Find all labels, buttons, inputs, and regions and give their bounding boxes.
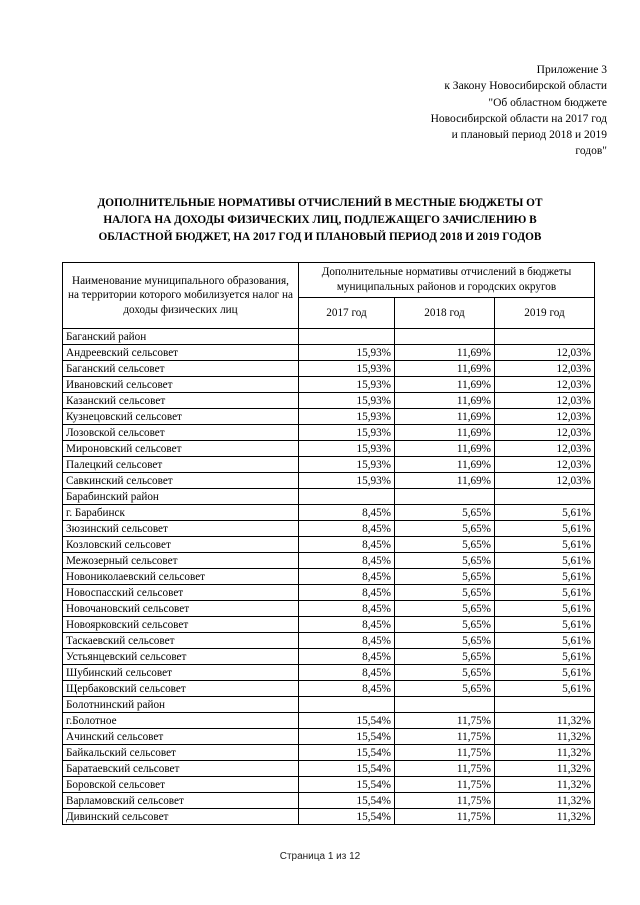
value-2018: 5,65% [395, 665, 495, 681]
value-2019: 11,32% [495, 809, 595, 825]
table-row [63, 617, 595, 633]
value-2019: 11,32% [495, 761, 595, 777]
value-2019: 11,32% [495, 713, 595, 729]
value-2019: 12,03% [495, 425, 595, 441]
district-name: Баганский район [63, 329, 299, 345]
value-2017: 15,54% [299, 809, 395, 825]
table-row [63, 505, 595, 521]
header-norms-group: Дополнительные нормативы отчислений в бюджеты муниципальных районов и городских округов [299, 263, 595, 298]
document-title [40, 195, 600, 246]
value-2018: 11,69% [395, 345, 495, 361]
table-row [63, 601, 595, 617]
value-2018: 11,75% [395, 713, 495, 729]
table-row [63, 553, 595, 569]
value-2017: 8,45% [299, 601, 395, 617]
table-row [63, 425, 595, 441]
table-row [63, 809, 595, 825]
value-2018: 5,65% [395, 553, 495, 569]
value-2019: 5,61% [495, 617, 595, 633]
value-2019: 12,03% [495, 457, 595, 473]
value-2017 [299, 489, 395, 505]
value-2017: 15,93% [299, 393, 395, 409]
value-2017: 8,45% [299, 521, 395, 537]
value-2017 [299, 697, 395, 713]
title-line: ОБЛАСТНОЙ БЮДЖЕТ, НА 2017 ГОД И ПЛАНОВЫЙ ПЕРИОД 2018 И 2019 ГОДОВ [98, 231, 542, 243]
value-2018: 11,69% [395, 473, 495, 489]
municipality-name: Палецкий сельсовет [63, 457, 299, 473]
municipality-name: Новониколаевский сельсовет [63, 569, 299, 585]
value-2017: 8,45% [299, 665, 395, 681]
table-row [63, 409, 595, 425]
value-2017: 15,54% [299, 777, 395, 793]
municipality-name: Дивинский сельсовет [63, 809, 299, 825]
appendix-line: Приложение 3 [536, 64, 607, 76]
district-name: Барабинский район [63, 489, 299, 505]
value-2017: 8,45% [299, 505, 395, 521]
value-2017: 8,45% [299, 569, 395, 585]
municipality-name: Мироновский сельсовет [63, 441, 299, 457]
table-row [63, 777, 595, 793]
value-2017: 8,45% [299, 617, 395, 633]
value-2019: 11,32% [495, 777, 595, 793]
value-2018: 5,65% [395, 681, 495, 697]
title-line: ДОПОЛНИТЕЛЬНЫЕ НОРМАТИВЫ ОТЧИСЛЕНИЙ В МЕСТНЫЕ БЮДЖЕТЫ ОТ [97, 197, 543, 209]
page-footer: Страница 1 из 12 [279, 851, 361, 862]
table-row [63, 569, 595, 585]
value-2018: 5,65% [395, 585, 495, 601]
appendix-line: к Закону Новосибирской области [444, 80, 607, 93]
municipality-name: Новоспасский сельсовет [63, 585, 299, 601]
table-row [63, 345, 595, 361]
municipality-name: Новоярковский сельсовет [63, 617, 299, 633]
value-2019: 5,61% [495, 505, 595, 521]
value-2018: 11,75% [395, 729, 495, 745]
value-2018: 11,69% [395, 361, 495, 377]
municipality-name: Казанский сельсовет [63, 393, 299, 409]
value-2019: 5,61% [495, 537, 595, 553]
municipality-name: Баратаевский сельсовет [63, 761, 299, 777]
value-2017: 15,93% [299, 425, 395, 441]
table-row [63, 665, 595, 681]
value-2019: 12,03% [495, 441, 595, 457]
table-row [63, 649, 595, 665]
appendix-line: годов" [575, 145, 607, 158]
value-2018: 11,75% [395, 761, 495, 777]
district-row [63, 489, 595, 505]
value-2017: 15,54% [299, 761, 395, 777]
value-2017: 8,45% [299, 553, 395, 569]
value-2017: 15,93% [299, 345, 395, 361]
value-2019: 5,61% [495, 585, 595, 601]
table-row [63, 585, 595, 601]
value-2018: 11,69% [395, 441, 495, 457]
table-row [63, 793, 595, 809]
appendix-block [431, 62, 607, 160]
norms-table [62, 262, 595, 825]
value-2017: 15,93% [299, 473, 395, 489]
table-row [63, 761, 595, 777]
municipality-name: г. Барабинск [63, 505, 299, 521]
municipality-name: Межозерный сельсовет [63, 553, 299, 569]
value-2019 [495, 697, 595, 713]
value-2019: 11,32% [495, 745, 595, 761]
municipality-name: Таскаевский сельсовет [63, 633, 299, 649]
value-2018: 11,69% [395, 377, 495, 393]
value-2019: 5,61% [495, 649, 595, 665]
value-2019: 5,61% [495, 553, 595, 569]
table-row [63, 745, 595, 761]
value-2018: 11,69% [395, 457, 495, 473]
appendix-line: Новосибирской области на 2017 год [430, 112, 607, 125]
value-2018: 11,75% [395, 745, 495, 761]
municipality-name: Шубинский сельсовет [63, 665, 299, 681]
value-2017: 8,45% [299, 649, 395, 665]
value-2019: 5,61% [495, 601, 595, 617]
value-2018: 5,65% [395, 649, 495, 665]
value-2018: 5,65% [395, 537, 495, 553]
value-2017: 15,54% [299, 713, 395, 729]
municipality-name: Козловский сельсовет [63, 537, 299, 553]
table-body [63, 329, 595, 825]
municipality-name: Боровской сельсовет [63, 777, 299, 793]
municipality-name: Андреевский сельсовет [63, 345, 299, 361]
table-row [63, 537, 595, 553]
value-2018: 5,65% [395, 617, 495, 633]
value-2018: 11,69% [395, 425, 495, 441]
value-2018: 5,65% [395, 569, 495, 585]
table-row [63, 681, 595, 697]
municipality-name: Кузнецовский сельсовет [63, 409, 299, 425]
municipality-name: Савкинский сельсовет [63, 473, 299, 489]
value-2019: 11,32% [495, 793, 595, 809]
value-2017: 8,45% [299, 633, 395, 649]
value-2018: 5,65% [395, 521, 495, 537]
value-2019: 12,03% [495, 409, 595, 425]
value-2017: 15,93% [299, 377, 395, 393]
municipality-name: Щербаковский сельсовет [63, 681, 299, 697]
value-2018: 11,69% [395, 393, 495, 409]
value-2019: 12,03% [495, 377, 595, 393]
municipality-name: Ивановский сельсовет [63, 377, 299, 393]
value-2017: 15,93% [299, 441, 395, 457]
appendix-line: "Об областном бюджете [488, 96, 607, 109]
value-2017 [299, 329, 395, 345]
table-row [63, 729, 595, 745]
district-row [63, 329, 595, 345]
table-row [63, 633, 595, 649]
header-year-2018: 2018 год [395, 298, 495, 329]
table-row [63, 473, 595, 489]
value-2019: 5,61% [495, 681, 595, 697]
value-2017: 15,93% [299, 361, 395, 377]
value-2017: 15,93% [299, 409, 395, 425]
header-year-2019: 2019 год [495, 298, 595, 329]
table-row [63, 521, 595, 537]
value-2018: 5,65% [395, 633, 495, 649]
value-2018: 11,75% [395, 809, 495, 825]
district-name: Болотнинский район [63, 697, 299, 713]
value-2019: 5,61% [495, 633, 595, 649]
municipality-name: г.Болотное [63, 713, 299, 729]
municipality-name: Зюзинский сельсовет [63, 521, 299, 537]
value-2019: 5,61% [495, 521, 595, 537]
header-year-2017: 2017 год [299, 298, 395, 329]
value-2018: 11,75% [395, 793, 495, 809]
municipality-name: Байкальский сельсовет [63, 745, 299, 761]
value-2018: 5,65% [395, 505, 495, 521]
municipality-name: Новочановский сельсовет [63, 601, 299, 617]
value-2018 [395, 489, 495, 505]
value-2017: 15,54% [299, 745, 395, 761]
value-2018 [395, 697, 495, 713]
municipality-name: Варламовский сельсовет [63, 793, 299, 809]
table-row [63, 377, 595, 393]
table-row [63, 441, 595, 457]
municipality-name: Баганский сельсовет [63, 361, 299, 377]
value-2017: 8,45% [299, 537, 395, 553]
appendix-line: и плановый период 2018 и 2019 [451, 129, 607, 142]
value-2019: 11,32% [495, 729, 595, 745]
district-row [63, 697, 595, 713]
value-2019: 12,03% [495, 361, 595, 377]
value-2019: 12,03% [495, 473, 595, 489]
value-2017: 15,54% [299, 729, 395, 745]
table-row [63, 393, 595, 409]
value-2019: 12,03% [495, 393, 595, 409]
table-row [63, 457, 595, 473]
title-line: НАЛОГА НА ДОХОДЫ ФИЗИЧЕСКИХ ЛИЦ, ПОДЛЕЖАЩЕГО ЗАЧИСЛЕНИЮ В [103, 214, 537, 226]
value-2019: 5,61% [495, 569, 595, 585]
value-2018: 5,65% [395, 601, 495, 617]
value-2019 [495, 489, 595, 505]
municipality-name: Лозовской сельсовет [63, 425, 299, 441]
value-2017: 8,45% [299, 681, 395, 697]
value-2019: 12,03% [495, 345, 595, 361]
value-2017: 8,45% [299, 585, 395, 601]
municipality-name: Ачинский сельсовет [63, 729, 299, 745]
value-2017: 15,93% [299, 457, 395, 473]
value-2018: 11,69% [395, 409, 495, 425]
table-row [63, 361, 595, 377]
table-row [63, 713, 595, 729]
value-2018 [395, 329, 495, 345]
value-2017: 15,54% [299, 793, 395, 809]
value-2019: 5,61% [495, 665, 595, 681]
value-2018: 11,75% [395, 777, 495, 793]
municipality-name: Устьянцевский сельсовет [63, 649, 299, 665]
value-2019 [495, 329, 595, 345]
header-municipality: Наименование муниципального образования, на территории которого мобилизуется налог на доходы физических лиц [63, 263, 299, 329]
